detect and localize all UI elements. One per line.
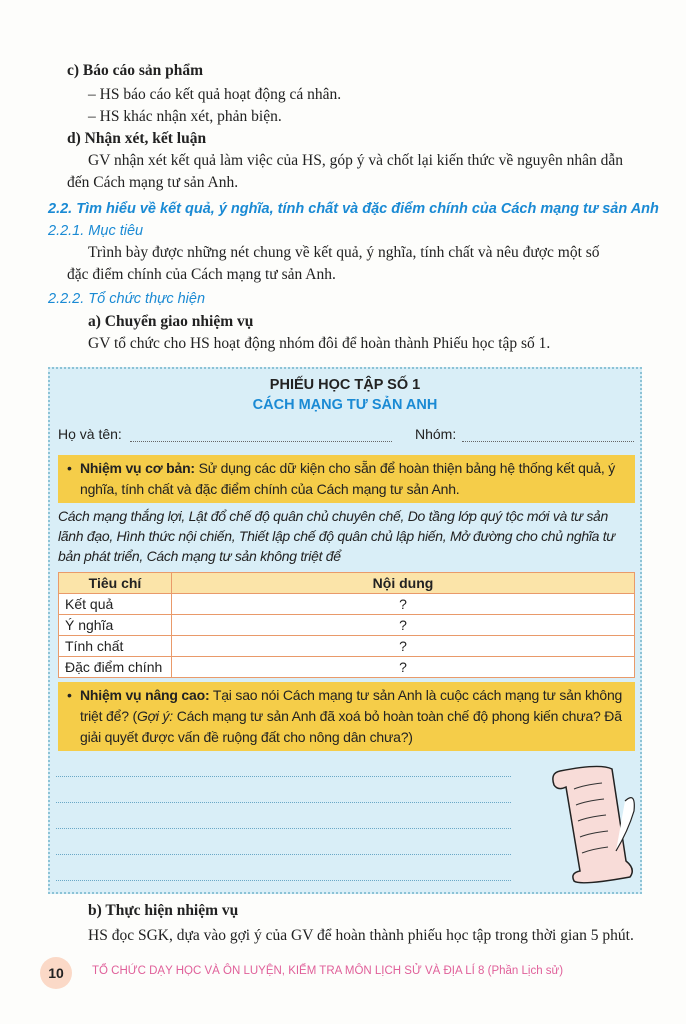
answer-line[interactable]: [56, 802, 511, 803]
worksheet: [48, 367, 642, 894]
cell: Đặc điểm chính: [59, 657, 172, 678]
text-line: – HS báo cáo kết quả hoạt động cá nhân.: [88, 86, 342, 103]
cell[interactable]: ?: [172, 657, 635, 678]
worksheet-title: PHIẾU HỌC TẬP SỐ 1: [269, 377, 421, 393]
advanced-task: [58, 682, 635, 751]
text-line: GV nhận xét kết quả làm việc của HS, góp ý và chốt lại kiến thức về nguyên nhân dẫn: [88, 152, 623, 169]
basic-task-label: Nhiệm vụ cơ bản:: [80, 460, 195, 476]
section-a-title: a) Chuyển giao nhiệm vụ: [88, 313, 254, 330]
answer-line[interactable]: [56, 880, 511, 881]
text-line: đến Cách mạng tư sản Anh.: [67, 174, 239, 191]
text-line: GV tổ chức cho HS hoạt động nhóm đôi để hoàn thành Phiếu học tập số 1.: [88, 335, 551, 352]
facts-list: Cách mạng thắng lợi, Lật đổ chế độ quân chủ chuyên chế, Do tầng lớp quý tộc mới và tư sản lãnh đạo, Hình thức nội chiến, Thiết lập chế độ quân chủ lập hiến, Mở đường cho chủ nghĩa tư bản phát triển, Cách mạng tư sản không triệt để: [58, 508, 615, 564]
hint-label: Gợi ý:: [136, 708, 173, 724]
cell: Tính chất: [59, 636, 172, 657]
answer-line[interactable]: [56, 854, 511, 855]
page-number: 10: [40, 957, 72, 989]
cell: Kết quả: [59, 594, 172, 615]
text-line: HS đọc SGK, dựa vào gợi ý của GV để hoàn thành phiếu học tập trong thời gian 5 phút.: [88, 927, 634, 944]
cell[interactable]: ?: [172, 636, 635, 657]
heading-2-2-1: 2.2.1. Mục tiêu: [48, 223, 144, 239]
table-row: [59, 615, 635, 636]
name-label: Họ và tên:: [58, 426, 122, 442]
section-c-title: c) Báo cáo sản phẩm: [67, 62, 204, 79]
basic-task-text: Sử dụng các dữ kiện cho sẵn để hoàn thiện bảng hệ thống kết quả, ý nghĩa, tính chất và đặc điểm chính của Cách mạng tư sản Anh.: [80, 460, 616, 497]
header-criteria: Tiêu chí: [59, 573, 172, 594]
cell: Ý nghĩa: [59, 615, 172, 636]
table-row: [59, 636, 635, 657]
section-b-title: b) Thực hiện nhiệm vụ: [88, 902, 239, 919]
cell[interactable]: ?: [172, 594, 635, 615]
text-line: – HS khác nhận xét, phản biện.: [88, 108, 282, 125]
footer-text: TỔ CHỨC DẠY HỌC VÀ ÔN LUYỆN, KIỂM TRA MÔN LỊCH SỬ VÀ ĐỊA LÍ 8 (Phần Lịch sử): [92, 965, 564, 977]
summary-table: [58, 572, 635, 678]
table-row: [59, 657, 635, 678]
answer-line[interactable]: [56, 776, 511, 777]
text-line: đặc điểm chính của Cách mạng tư sản Anh.: [67, 266, 336, 283]
text-line: Trình bày được những nét chung về kết quả, ý nghĩa, tính chất và nêu được một số: [88, 244, 600, 261]
group-label: Nhóm:: [415, 426, 457, 442]
basic-task: [58, 455, 635, 503]
heading-2-2: 2.2. Tìm hiểu về kết quả, ý nghĩa, tính chất và đặc điểm chính của Cách mạng tư sản Anh: [48, 201, 659, 217]
group-field[interactable]: [462, 441, 634, 442]
worksheet-subtitle: CÁCH MẠNG TƯ SẢN ANH: [252, 397, 438, 413]
section-d-title: d) Nhận xét, kết luận: [67, 130, 207, 147]
advanced-task-label: Nhiệm vụ nâng cao:: [80, 687, 210, 703]
scroll-quill-icon: [540, 761, 640, 886]
table-row: [59, 594, 635, 615]
name-field[interactable]: [130, 441, 392, 442]
header-content: Nội dung: [172, 573, 635, 594]
hint-text: Cách mạng tư sản Anh đã xoá bỏ hoàn toàn chế độ phong kiến chưa? Đã giải quyết được vấn đề ruộng đất cho nông dân chưa?): [80, 708, 622, 745]
cell[interactable]: ?: [172, 615, 635, 636]
answer-line[interactable]: [56, 828, 511, 829]
heading-2-2-2: 2.2.2. Tổ chức thực hiện: [48, 291, 206, 307]
advanced-task-text: Tại sao nói Cách mạng tư sản Anh là cuộc cách mạng tư sản không triệt để? (: [80, 687, 623, 724]
